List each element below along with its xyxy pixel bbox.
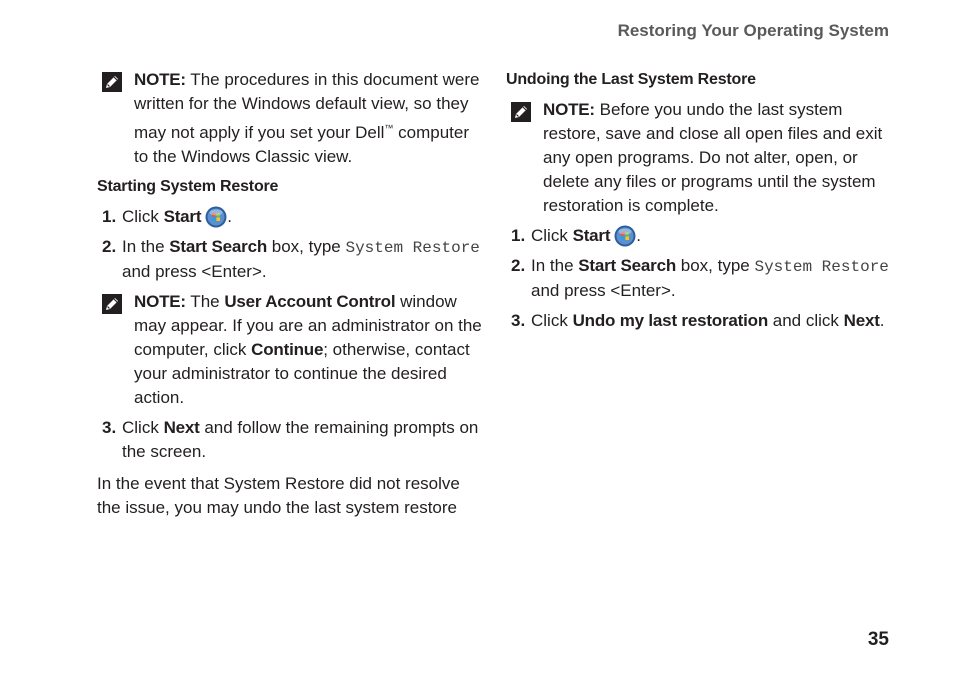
start-term: Start	[572, 226, 611, 245]
steps-list-starting	[97, 205, 482, 284]
step-text-end: and follow the remaining prompts on the screen.	[122, 418, 479, 461]
step-text-end: .	[636, 226, 642, 245]
step-2	[97, 235, 482, 284]
note-pencil-icon	[102, 72, 122, 92]
step-number: 1.	[511, 226, 526, 245]
typed-command: System Restore	[345, 239, 480, 257]
page-number: 35	[867, 629, 889, 650]
trademark-symbol: ™	[384, 123, 394, 133]
note-pencil-icon	[511, 102, 531, 122]
step-text-end: and press <Enter>.	[531, 281, 676, 300]
windows-start-orb-icon	[205, 206, 227, 228]
note-text-end: ; otherwise, contact your administrator to continue the desired action.	[134, 340, 470, 407]
step-text-end: .	[227, 207, 233, 226]
note-text-cont: computer to the Windows Classic view.	[134, 123, 469, 166]
step-number: 2.	[102, 237, 117, 256]
section-heading-undoing: Undoing the Last System Restore	[506, 71, 756, 88]
uac-term: User Account Control	[224, 292, 396, 311]
typed-command: System Restore	[754, 258, 889, 276]
note-text: The procedures in this document were written for the Windows default view, so they may not apply if you set your Dell	[134, 70, 480, 142]
step-2	[506, 254, 891, 303]
note-undo	[506, 98, 891, 218]
steps-list-starting-cont	[97, 416, 482, 464]
running-header: Restoring Your Operating System	[617, 21, 889, 40]
step-3	[506, 309, 891, 333]
left-column	[97, 68, 482, 520]
step-text-mid: and click	[768, 311, 844, 330]
note-text: Before you undo the last system restore, save and close all open files and exit any open programs. Do not alter, open, or delete any files or programs until the system restoration is complete.	[543, 100, 883, 215]
step-number: 3.	[102, 418, 117, 437]
step-1	[506, 224, 891, 248]
section-heading-starting: Starting System Restore	[97, 178, 279, 195]
step-text-end: .	[879, 311, 885, 330]
step-text: Click	[122, 418, 164, 437]
note-label: NOTE:	[543, 100, 595, 119]
step-text-mid: box, type	[676, 256, 755, 275]
windows-start-orb-icon	[614, 225, 636, 247]
step-text-mid: box, type	[267, 237, 346, 256]
step-text: In the	[122, 237, 170, 256]
step-text: Click	[531, 311, 573, 330]
note-pencil-icon	[102, 294, 122, 314]
step-number: 2.	[511, 256, 526, 275]
step-number: 3.	[511, 311, 526, 330]
right-column	[506, 68, 891, 339]
next-term: Next	[163, 418, 200, 437]
step-text: Click	[531, 226, 573, 245]
step-text: Click	[122, 207, 164, 226]
note-text: The	[185, 292, 225, 311]
step-text: In the	[531, 256, 579, 275]
note-uac	[97, 290, 482, 410]
step-text-end: and press <Enter>.	[122, 262, 267, 281]
note-text-mid: window may appear. If you are an administrator on the computer, click	[134, 292, 482, 359]
steps-list-undoing	[506, 224, 891, 333]
note-default-view	[97, 68, 482, 169]
start-search-term: Start Search	[169, 237, 268, 256]
continue-term: Continue	[251, 340, 324, 359]
note-label: NOTE:	[134, 292, 186, 311]
start-search-term: Start Search	[578, 256, 677, 275]
next-term: Next	[843, 311, 880, 330]
body-paragraph: In the event that System Restore did not resolve the issue, you may undo the last system restore	[97, 474, 460, 517]
step-3	[97, 416, 482, 464]
undo-restoration-term: Undo my last restoration	[572, 311, 769, 330]
note-label: NOTE:	[134, 70, 186, 89]
start-term: Start	[163, 207, 202, 226]
step-1	[97, 205, 482, 229]
step-number: 1.	[102, 207, 117, 226]
